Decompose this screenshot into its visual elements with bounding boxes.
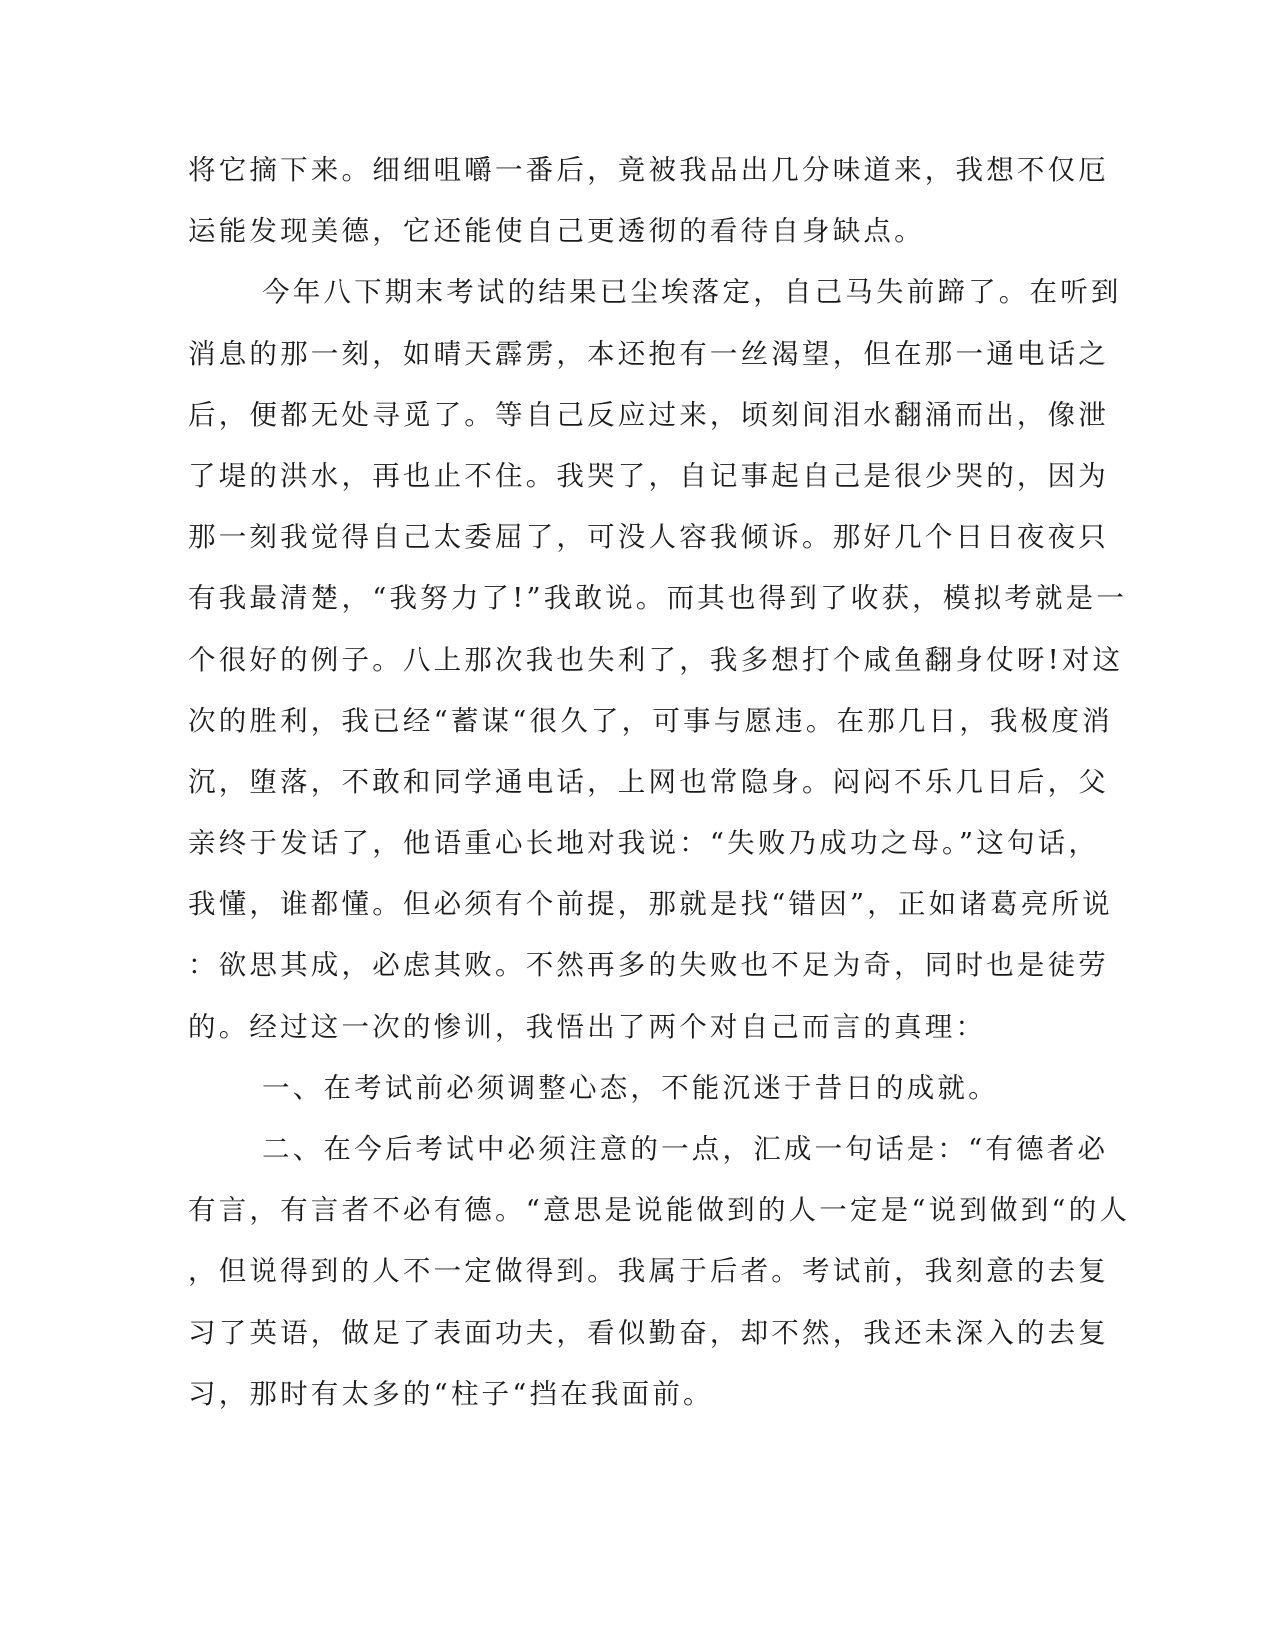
text-line: 亲终于发话了，他语重心长地对我说：“失败乃成功之母。”这句话， bbox=[188, 827, 1100, 860]
text-line: 沉，堕落，不敢和同学通电话，上网也常隐身。闷闷不乐几日后，父 bbox=[188, 765, 1109, 798]
text-line: 后，便都无处寻觅了。等自己反应过来，顷刻间泪水翻涌而出，像泄 bbox=[188, 398, 1109, 431]
text-line: 二、在今后考试中必须注意的一点，汇成一句话是：“有德者必 bbox=[262, 1133, 1109, 1165]
text-line: 有我最清楚，“我努力了!”我敢说。而其也得到了收获，模拟考就是一 bbox=[188, 582, 1128, 615]
text-line: 那一刻我觉得自己太委屈了，可没人容我倾诉。那好几个日日夜夜只 bbox=[188, 521, 1109, 554]
text-line: ，但说得到的人不一定做得到。我属于后者。考试前，我刻意的去复 bbox=[188, 1255, 1109, 1288]
text-line: 个很好的例子。八上那次我也失利了，我多想打个咸鱼翻身仗呀!对这 bbox=[188, 643, 1124, 676]
text-line: 一、在考试前必须调整心态，不能沉迷于昔日的成就。 bbox=[262, 1071, 999, 1104]
text-line: 了堤的洪水，再也止不住。我哭了，自记事起自己是很少哭的，因为 bbox=[188, 459, 1109, 492]
text-line: 习了英语，做足了表面功夫，看似勤奋，却不然，我还未深入的去复 bbox=[188, 1316, 1109, 1349]
text-line: 我懂，谁都懂。但必须有个前提，那就是找“错因”，正如诸葛亮所说 bbox=[188, 888, 1113, 921]
text-line: 今年八下期末考试的结果已尘埃落定，自己马失前蹄了。在听到 bbox=[262, 276, 1122, 309]
text-line: ：欲思其成，必虑其败。不然再多的失败也不足为奇，同时也是徒劳 bbox=[188, 949, 1109, 982]
text-line: 习，那时有太多的“柱子“挡在我面前。 bbox=[188, 1377, 714, 1410]
body-text bbox=[188, 140, 1131, 1425]
text-line: 有言，有言者不必有德。“意思是说能做到的人一定是“说到做到“的人 bbox=[188, 1194, 1131, 1227]
text-line: 的。经过这一次的惨训，我悟出了两个对自己而言的真理： bbox=[188, 1010, 987, 1043]
text-line: 消息的那一刻，如晴天霹雳，本还抱有一丝渴望，但在那一通电话之 bbox=[188, 337, 1109, 370]
text-line: 次的胜利，我已经“蓄谋“很久了，可事与愿违。在那几日，我极度消 bbox=[188, 704, 1113, 737]
text-line: 将它摘下来。细细咀嚼一番后，竟被我品出几分味道来，我想不仅厄 bbox=[188, 154, 1109, 186]
text-line: 运能发现美德，它还能使自己更透彻的看待自身缺点。 bbox=[188, 215, 925, 248]
